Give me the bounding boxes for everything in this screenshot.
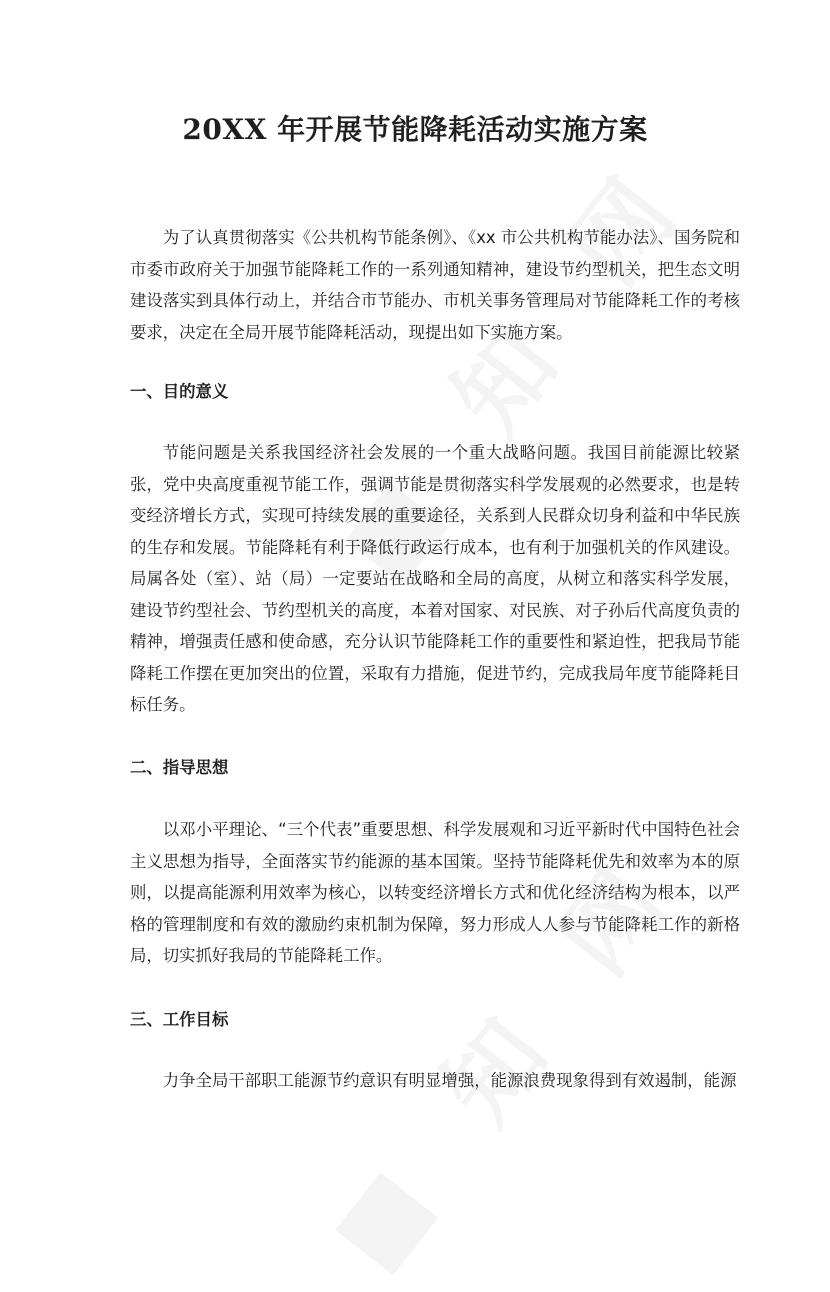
section-heading: 二、指导思想 bbox=[130, 758, 229, 777]
section-heading: 一、目的意义 bbox=[130, 382, 229, 401]
section-paragraph: 力争全局干部职工能源节约意识有明显增强，能源浪费现象得到有效遏制，能源 bbox=[162, 1071, 737, 1090]
section-heading: 三、工作目标 bbox=[130, 1010, 229, 1029]
section-paragraph: 以邓小平理论、“三个代表”重要思想、科学发展观和习近平新时代中国特色社会主义思想为指导，全面落实节约能源的基本国策。坚持节能降耗优先和效率为本的原则，以提高能源利用效率为核心，以转变经济增长方式和优化经济结构为根本，以严格的管理制度和有效的激励约束机制为保障，努力形成人人参与节能降耗工作的新格局，切实抓好我局的节能降耗工作。 bbox=[130, 820, 740, 965]
document-title: 20XX 年开展节能降耗活动实施方案 bbox=[182, 113, 648, 146]
intro-paragraph: 为了认真贯彻落实《公共机构节能条例》、《xx 市公共机构节能办法》、国务院和市委市政府关于加强节能降耗工作的一系列通知精神，建设节约型机关，把生态文明建设落实到具体行动上，并结合市节能办、市机关事务管理局对节能降耗工作的考核要求，决定在全局开展节能降耗活动，现提出如下实施方案。 bbox=[130, 228, 740, 342]
section-paragraph: 节能问题是关系我国经济社会发展的一个重大战略问题。我国目前能源比较紧张，党中央高度重视节能工作，强调节能是贯彻落实科学发展观的必然要求，也是转变经济增长方式，实现可持续发展的重要途径，关系到人民群众切身利益和中华民族的生存和发展。节能降耗有利于降低行政运行成本，也有利于加强机关的作风建设。局属各处（室）、站（局）一定要站在战略和全局的高度，从树立和落实科学发展，建设节约型社会、节约型机关的高度，本着对国家、对民族、对子孙后代高度负责的精神，增强责任感和使命感，充分认识节能降耗工作的重要性和紧迫性，把我局节能降耗工作摆在更加突出的位置，采取有力措施，促进节约，完成我局年度节能降耗目标任务。 bbox=[130, 443, 740, 714]
